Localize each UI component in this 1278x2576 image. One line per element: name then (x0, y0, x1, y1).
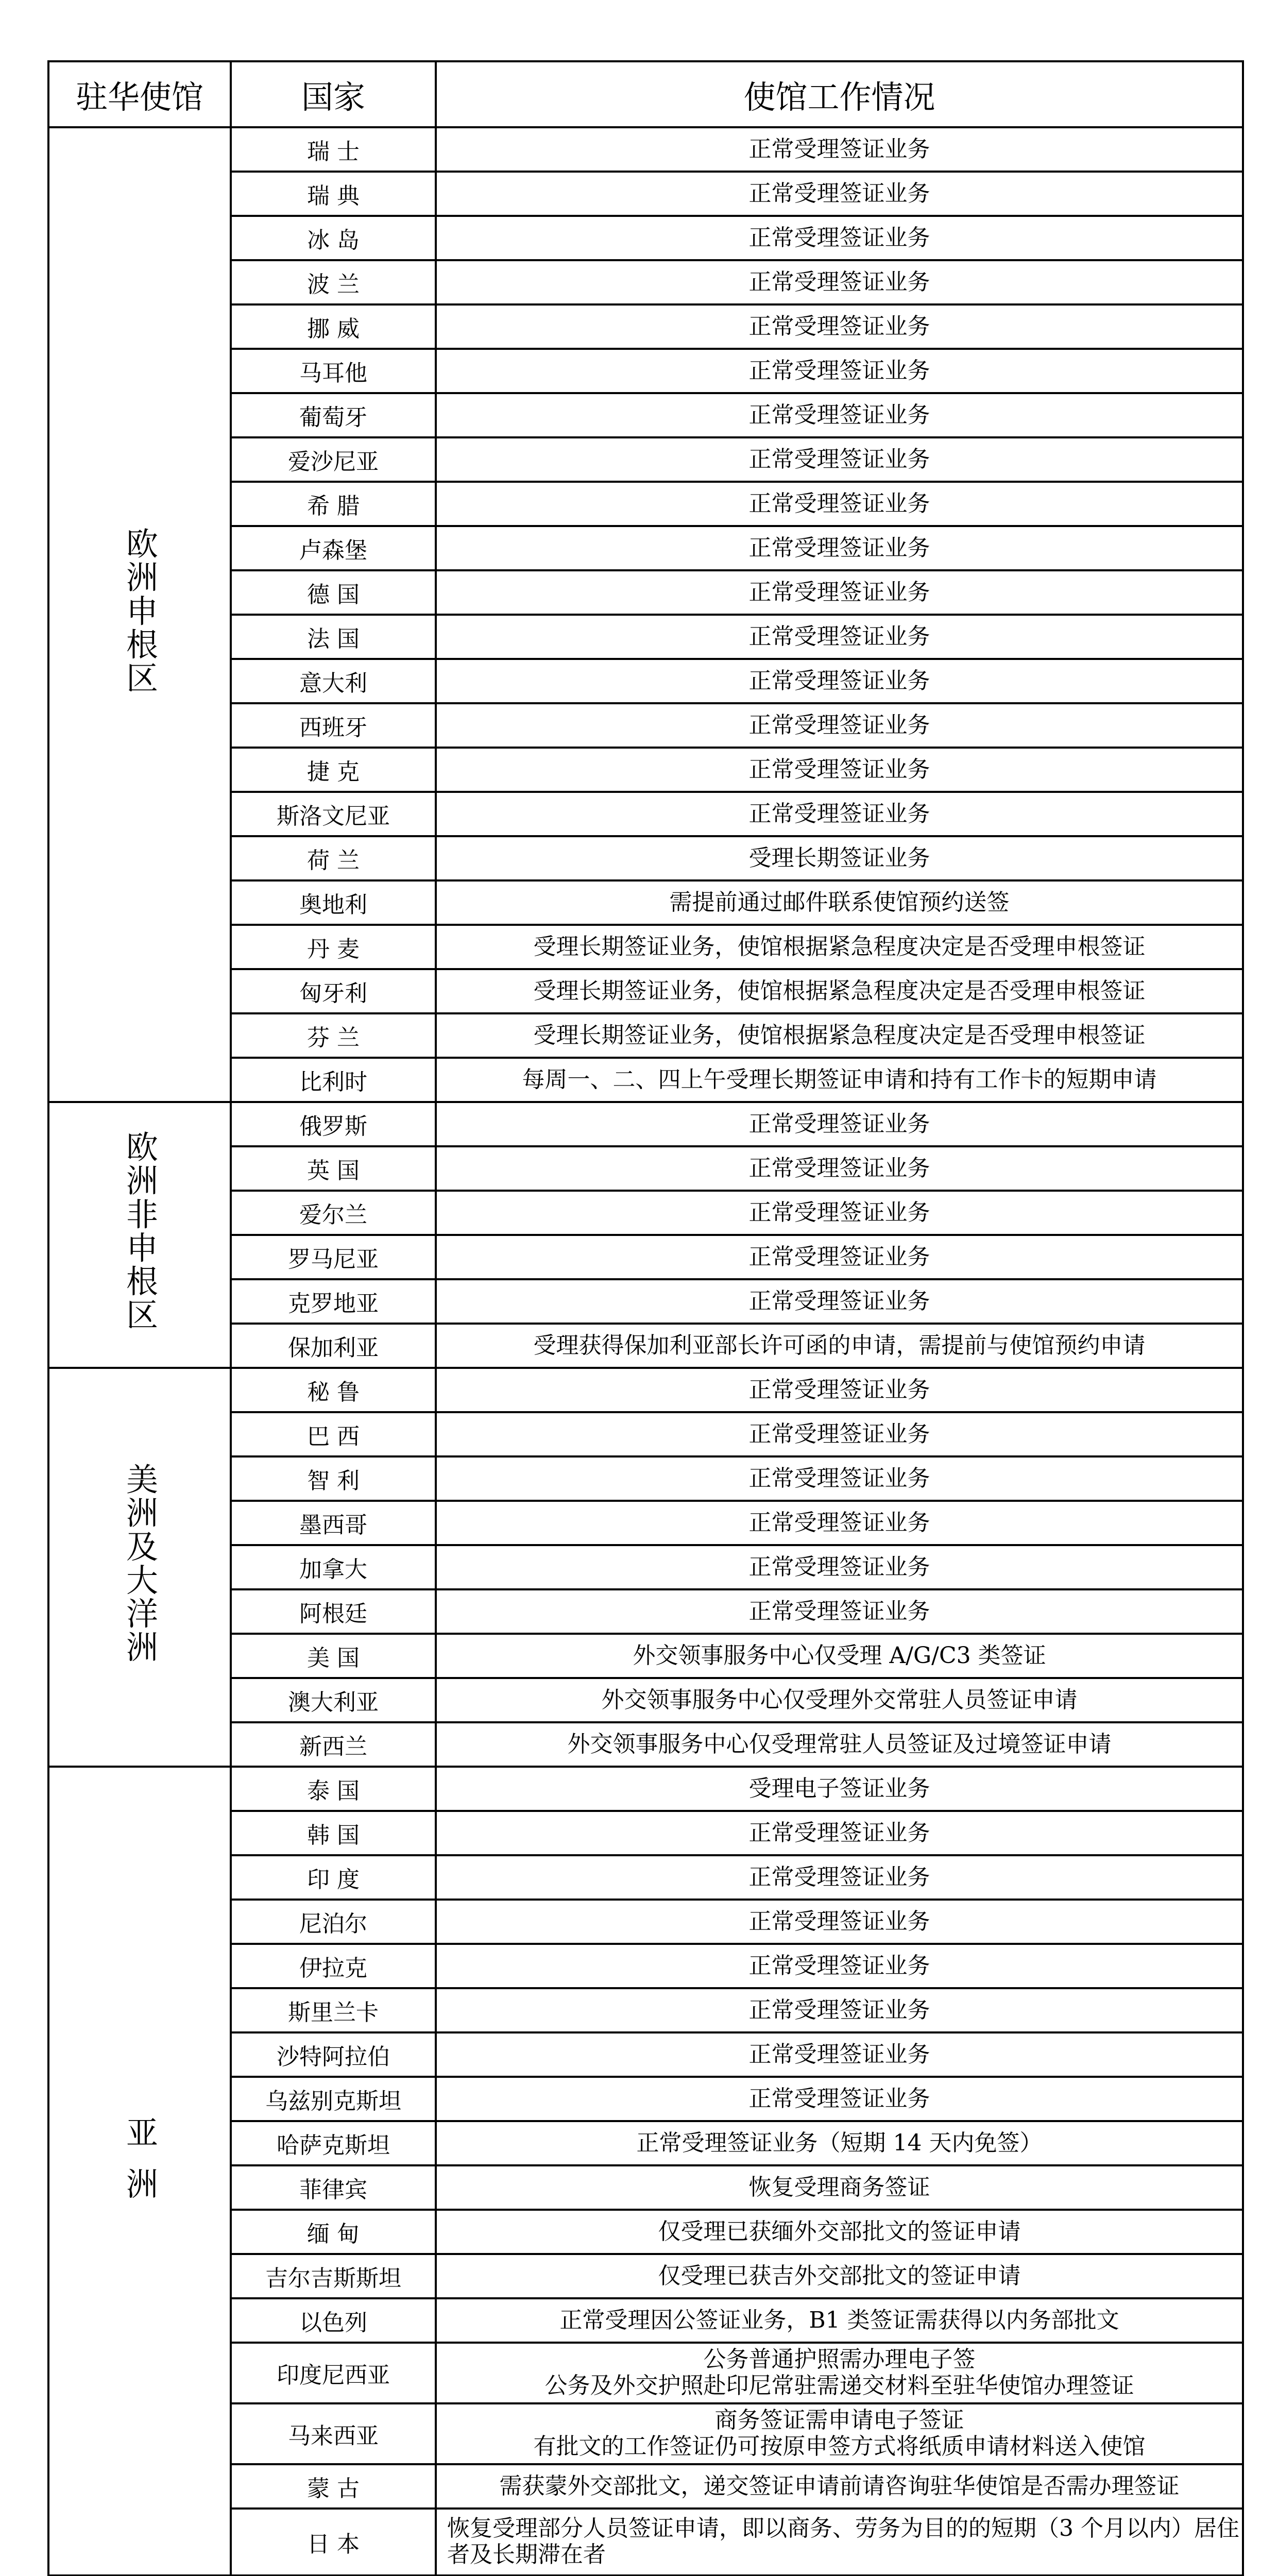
country-cell: 冰 岛 (231, 216, 436, 260)
status-cell: 正常受理签证业务 (436, 1146, 1243, 1191)
table-row (48, 127, 1243, 172)
status-cell: 正常受理签证业务 (436, 393, 1243, 437)
country-cell: 澳大利亚 (231, 1678, 436, 1722)
country-cell: 智 利 (231, 1456, 436, 1501)
status-cell: 仅受理已获吉外交部批文的签证申请 (436, 2254, 1243, 2298)
status-cell: 正常受理签证业务 (436, 1412, 1243, 1456)
table-row (48, 1102, 1243, 1146)
country-cell: 印度尼西亚 (231, 2343, 436, 2403)
status-cell: 正常受理签证业务 (436, 570, 1243, 615)
country-cell: 伊拉克 (231, 1944, 436, 1988)
country-cell: 阿根廷 (231, 1589, 436, 1634)
status-cell: 正常受理因公签证业务，B1 类签证需获得以内务部批文 (436, 2298, 1243, 2343)
country-cell: 印 度 (231, 1855, 436, 1900)
country-cell: 罗马尼亚 (231, 1235, 436, 1279)
status-cell: 正常受理签证业务 (436, 1102, 1243, 1146)
status-cell: 正常受理签证业务（短期 14 天内免签） (436, 2121, 1243, 2165)
status-cell: 正常受理签证业务 (436, 1501, 1243, 1545)
country-cell: 日 本 (231, 2509, 436, 2575)
country-cell: 瑞 典 (231, 172, 436, 216)
status-cell: 正常受理签证业务 (436, 526, 1243, 570)
status-cell: 正常受理签证业务 (436, 1191, 1243, 1235)
status-cell: 受理长期签证业务 (436, 836, 1243, 880)
status-cell: 恢复受理部分人员签证申请，即以商务、劳务为目的的短期（3 个月以内）居住者及长期滞在者 (436, 2509, 1243, 2575)
country-cell: 菲律宾 (231, 2165, 436, 2210)
status-cell: 正常受理签证业务 (436, 2032, 1243, 2077)
status-cell: 仅受理已获缅外交部批文的签证申请 (436, 2210, 1243, 2254)
status-line: 公务及外交护照赴印尼常驻需递交材料至驻华使馆办理签证 (544, 2372, 1134, 2399)
country-cell: 缅 甸 (231, 2210, 436, 2254)
status-cell: 正常受理签证业务 (436, 2077, 1243, 2121)
country-cell: 比利时 (231, 1058, 436, 1102)
country-cell: 丹 麦 (231, 925, 436, 969)
status-cell: 正常受理签证业务 (436, 659, 1243, 703)
header-row (48, 61, 1243, 127)
region-label: 欧洲申根区 (121, 527, 159, 695)
country-cell: 以色列 (231, 2298, 436, 2343)
header-country: 国家 (231, 61, 436, 127)
status-cell: 正常受理签证业务 (436, 304, 1243, 349)
country-cell: 斯里兰卡 (231, 1988, 436, 2032)
status-cell: 外交领事服务中心仅受理外交常驻人员签证申请 (436, 1678, 1243, 1722)
country-cell: 芬 兰 (231, 1013, 436, 1058)
table-row (48, 1767, 1243, 1811)
country-cell: 波 兰 (231, 260, 436, 304)
country-cell: 意大利 (231, 659, 436, 703)
country-cell: 新西兰 (231, 1722, 436, 1767)
status-cell: 正常受理签证业务 (436, 1900, 1243, 1944)
country-cell: 哈萨克斯坦 (231, 2121, 436, 2165)
status-cell: 恢复受理商务签证 (436, 2165, 1243, 2210)
country-cell: 荷 兰 (231, 836, 436, 880)
status-cell: 正常受理签证业务 (436, 748, 1243, 792)
status-line: 公务普通护照需办理电子签 (703, 2346, 976, 2373)
country-cell: 蒙 古 (231, 2464, 436, 2509)
status-cell: 正常受理签证业务 (436, 1811, 1243, 1855)
status-cell: 正常受理签证业务 (436, 615, 1243, 659)
country-cell: 韩 国 (231, 1811, 436, 1855)
region-cell (48, 1767, 231, 2575)
country-cell: 爱尔兰 (231, 1191, 436, 1235)
table-body (48, 61, 1243, 2576)
status-cell: 正常受理签证业务 (436, 1368, 1243, 1412)
region-label: 欧洲非申根区 (121, 1130, 159, 1332)
country-cell: 秘 鲁 (231, 1368, 436, 1412)
country-cell: 保加利亚 (231, 1324, 436, 1368)
country-cell: 泰 国 (231, 1767, 436, 1811)
country-cell: 巴 西 (231, 1412, 436, 1456)
country-cell: 加拿大 (231, 1545, 436, 1589)
status-cell: 受理长期签证业务，使馆根据紧急程度决定是否受理申根签证 (436, 969, 1243, 1013)
status-cell: 受理获得保加利亚部长许可函的申请，需提前与使馆预约申请 (436, 1324, 1243, 1368)
country-cell: 希 腊 (231, 482, 436, 526)
country-cell: 马来西亚 (231, 2403, 436, 2464)
country-cell: 克罗地亚 (231, 1279, 436, 1324)
status-line: 有批文的工作签证仍可按原申签方式将纸质申请材料送入使馆 (533, 2433, 1146, 2460)
status-cell: 需获蒙外交部批文，递交签证申请前请咨询驻华使馆是否需办理签证 (436, 2464, 1243, 2509)
status-cell: 正常受理签证业务 (436, 1545, 1243, 1589)
status-cell: 正常受理签证业务 (436, 1944, 1243, 1988)
status-cell: 外交领事服务中心仅受理常驻人员签证及过境签证申请 (436, 1722, 1243, 1767)
status-cell: 外交领事服务中心仅受理 A/G/C3 类签证 (436, 1634, 1243, 1678)
status-cell: 正常受理签证业务 (436, 437, 1243, 482)
header-status: 使馆工作情况 (436, 61, 1243, 127)
status-cell: 正常受理签证业务 (436, 216, 1243, 260)
country-cell: 匈牙利 (231, 969, 436, 1013)
status-cell: 每周一、二、四上午受理长期签证申请和持有工作卡的短期申请 (436, 1058, 1243, 1102)
country-cell: 马耳他 (231, 349, 436, 393)
status-cell: 受理长期签证业务，使馆根据紧急程度决定是否受理申根签证 (436, 1013, 1243, 1058)
status-cell: 正常受理签证业务 (436, 482, 1243, 526)
country-cell: 奥地利 (231, 880, 436, 925)
status-cell: 正常受理签证业务 (436, 703, 1243, 748)
status-cell: 正常受理签证业务 (436, 172, 1243, 216)
status-cell: 正常受理签证业务 (436, 1988, 1243, 2032)
status-cell: 正常受理签证业务 (436, 1456, 1243, 1501)
country-cell: 斯洛文尼亚 (231, 792, 436, 836)
table-row (48, 1368, 1243, 1412)
region-cell (48, 1368, 231, 1767)
status-cell: 正常受理签证业务 (436, 792, 1243, 836)
status-cell: 受理电子签证业务 (436, 1767, 1243, 1811)
status-cell: 正常受理签证业务 (436, 1855, 1243, 1900)
country-cell: 英 国 (231, 1146, 436, 1191)
status-cell: 受理长期签证业务，使馆根据紧急程度决定是否受理申根签证 (436, 925, 1243, 969)
region-label: 亚洲 (121, 2116, 159, 2218)
region-cell (48, 1102, 231, 1368)
status-cell: 正常受理签证业务 (436, 1279, 1243, 1324)
status-cell (436, 2403, 1243, 2464)
country-cell: 爱沙尼亚 (231, 437, 436, 482)
country-cell: 卢森堡 (231, 526, 436, 570)
country-cell: 尼泊尔 (231, 1900, 436, 1944)
status-cell: 正常受理签证业务 (436, 349, 1243, 393)
region-cell (48, 127, 231, 1102)
country-cell: 俄罗斯 (231, 1102, 436, 1146)
country-cell: 瑞 士 (231, 127, 436, 172)
status-cell: 正常受理签证业务 (436, 260, 1243, 304)
country-cell: 德 国 (231, 570, 436, 615)
region-label: 美洲及大洋洲 (121, 1463, 159, 1664)
embassy-visa-table (47, 60, 1244, 2576)
status-cell: 需提前通过邮件联系使馆预约送签 (436, 880, 1243, 925)
status-cell (436, 2343, 1243, 2403)
header-region: 驻华使馆 (48, 61, 231, 127)
status-cell: 正常受理签证业务 (436, 1235, 1243, 1279)
country-cell: 沙特阿拉伯 (231, 2032, 436, 2077)
country-cell: 挪 威 (231, 304, 436, 349)
country-cell: 吉尔吉斯斯坦 (231, 2254, 436, 2298)
country-cell: 捷 克 (231, 748, 436, 792)
country-cell: 葡萄牙 (231, 393, 436, 437)
country-cell: 乌兹别克斯坦 (231, 2077, 436, 2121)
country-cell: 法 国 (231, 615, 436, 659)
status-line: 商务签证需申请电子签证 (714, 2407, 964, 2434)
country-cell: 墨西哥 (231, 1501, 436, 1545)
status-cell: 正常受理签证业务 (436, 1589, 1243, 1634)
status-cell: 正常受理签证业务 (436, 127, 1243, 172)
country-cell: 西班牙 (231, 703, 436, 748)
country-cell: 美 国 (231, 1634, 436, 1678)
